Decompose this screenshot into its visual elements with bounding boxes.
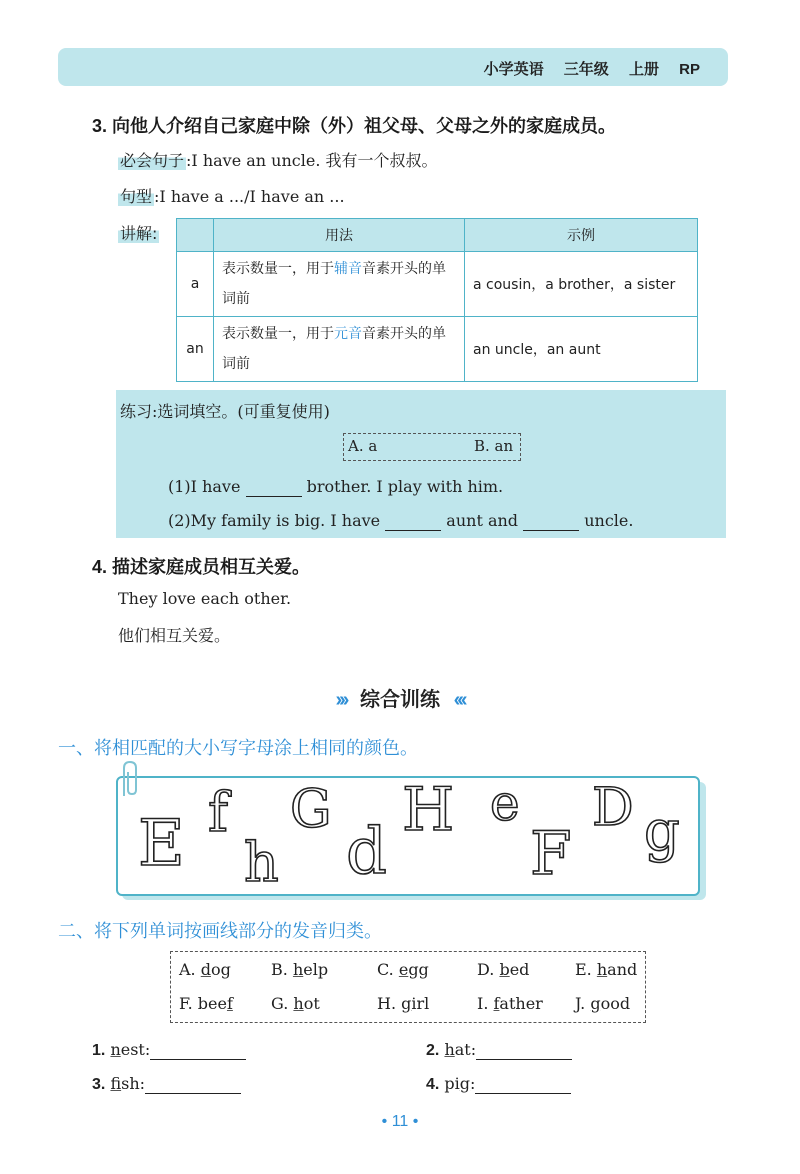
- letter-F[interactable]: F: [530, 819, 572, 889]
- task1-title: 一、将相匹配的大小写字母涂上相同的颜色。: [58, 738, 418, 758]
- word-option: A. dog: [179, 960, 231, 979]
- answer-blank[interactable]: [475, 1074, 571, 1094]
- chevron-right-icon: ›››: [335, 689, 347, 711]
- header-volume: 上册: [628, 61, 659, 78]
- must-sentence: :I have an uncle. 我有一个叔叔。: [186, 151, 438, 170]
- must-label: 必会句子: [120, 151, 185, 170]
- q1-text: (1)I have: [168, 477, 241, 496]
- page-number: • 11 •: [381, 1113, 419, 1130]
- q1-text-end: brother. I play with him.: [306, 477, 504, 496]
- table-cell-example: an uncle，an aunt: [465, 317, 698, 382]
- usage-text: 表示数量一，用于: [222, 326, 334, 342]
- table-cell-usage: [214, 317, 465, 382]
- q2-text-mid: aunt and: [446, 511, 519, 530]
- table-header-empty: [177, 219, 214, 252]
- header-grade: 三年级: [563, 61, 609, 78]
- grammar-table: [176, 218, 698, 382]
- paperclip-icon: [116, 760, 144, 800]
- table-row: [177, 252, 698, 317]
- word-option: I. father: [477, 994, 543, 1013]
- point4-title: 4. 描述家庭成员相互关爱。: [92, 557, 311, 577]
- explain-label: 讲解:: [120, 224, 158, 243]
- classify-question: 1. nest:: [92, 1040, 246, 1060]
- letter-G[interactable]: G: [290, 780, 332, 840]
- letter-f[interactable]: f: [208, 781, 228, 844]
- table-cell-example: a cousin，a brother，a sister: [465, 252, 698, 317]
- usage-text-end: 音素开头的单词前: [222, 261, 446, 307]
- option-b: B. an: [474, 437, 514, 455]
- q2-blank-2[interactable]: [523, 511, 579, 531]
- table-header-example: 示例: [465, 219, 698, 252]
- q2-text: (2)My family is big. I have: [168, 511, 381, 530]
- table-cell-usage: [214, 252, 465, 317]
- word-option: H. girl: [377, 994, 430, 1013]
- letter-d[interactable]: d: [346, 815, 387, 889]
- word-option: E. hand: [575, 960, 638, 979]
- word-option: D. bed: [477, 960, 530, 979]
- letter-card: [116, 776, 700, 896]
- pattern-text: :I have a .../I have an ...: [154, 187, 345, 206]
- letter-e[interactable]: e: [490, 774, 520, 832]
- pattern-line: [118, 184, 345, 207]
- option-a: A. a: [348, 437, 378, 455]
- word-option: G. hot: [271, 994, 320, 1013]
- must-sentence-line: [118, 148, 438, 171]
- word-option: F. beef: [179, 994, 233, 1013]
- table-header-row: [177, 219, 698, 252]
- classify-question: 2. hat:: [426, 1040, 572, 1060]
- usage-highlight: 元音: [334, 326, 362, 342]
- usage-text: 表示数量一，用于: [222, 261, 334, 277]
- point4-english: They love each other.: [118, 589, 292, 608]
- word-list-box: [170, 951, 646, 1023]
- word-option: J. good: [575, 994, 631, 1013]
- answer-blank[interactable]: [145, 1074, 241, 1094]
- practice-q2: [168, 511, 633, 531]
- header-subject: 小学英语: [483, 61, 544, 78]
- chevron-left-icon: ‹‹‹: [453, 689, 465, 711]
- point4-chinese: 他们相互关爱。: [118, 626, 231, 645]
- table-header-usage: 用法: [214, 219, 465, 252]
- q2-blank-1[interactable]: [385, 511, 441, 531]
- answer-blank[interactable]: [476, 1040, 572, 1060]
- option-box: [343, 433, 521, 461]
- word-option: B. help: [271, 960, 329, 979]
- q2-text-end: uncle.: [584, 511, 634, 530]
- classify-question: 3. fish:: [92, 1074, 241, 1094]
- answer-blank[interactable]: [150, 1040, 246, 1060]
- point3-title: 3. 向他人介绍自己家庭中除（外）祖父母、父母之外的家庭成员。: [92, 116, 617, 136]
- section-title: 综合训练: [360, 689, 440, 711]
- header-edition: RP: [679, 61, 700, 78]
- usage-highlight: 辅音: [334, 261, 362, 277]
- word-option: C. egg: [377, 960, 429, 979]
- q1-blank[interactable]: [246, 477, 302, 497]
- letter-h[interactable]: h: [244, 831, 279, 894]
- pattern-label: 句型: [120, 187, 153, 206]
- practice-q1: [168, 477, 503, 497]
- classify-question: 4. pig:: [426, 1074, 571, 1094]
- letter-g[interactable]: g: [644, 799, 680, 864]
- section-banner: [0, 683, 800, 712]
- letter-E[interactable]: E: [138, 807, 185, 881]
- table-row: [177, 317, 698, 382]
- usage-text-end: 音素开头的单词前: [222, 326, 446, 372]
- book-header: [468, 58, 700, 79]
- table-cell-word: an: [177, 317, 214, 382]
- letter-D[interactable]: D: [592, 778, 634, 838]
- task2-title: 二、将下列单词按画线部分的发音归类。: [58, 921, 382, 941]
- letter-H[interactable]: H: [402, 775, 455, 845]
- explain-label-wrap: [118, 221, 159, 244]
- practice-title: 练习:选词填空。(可重复使用): [120, 402, 330, 421]
- table-cell-word: a: [177, 252, 214, 317]
